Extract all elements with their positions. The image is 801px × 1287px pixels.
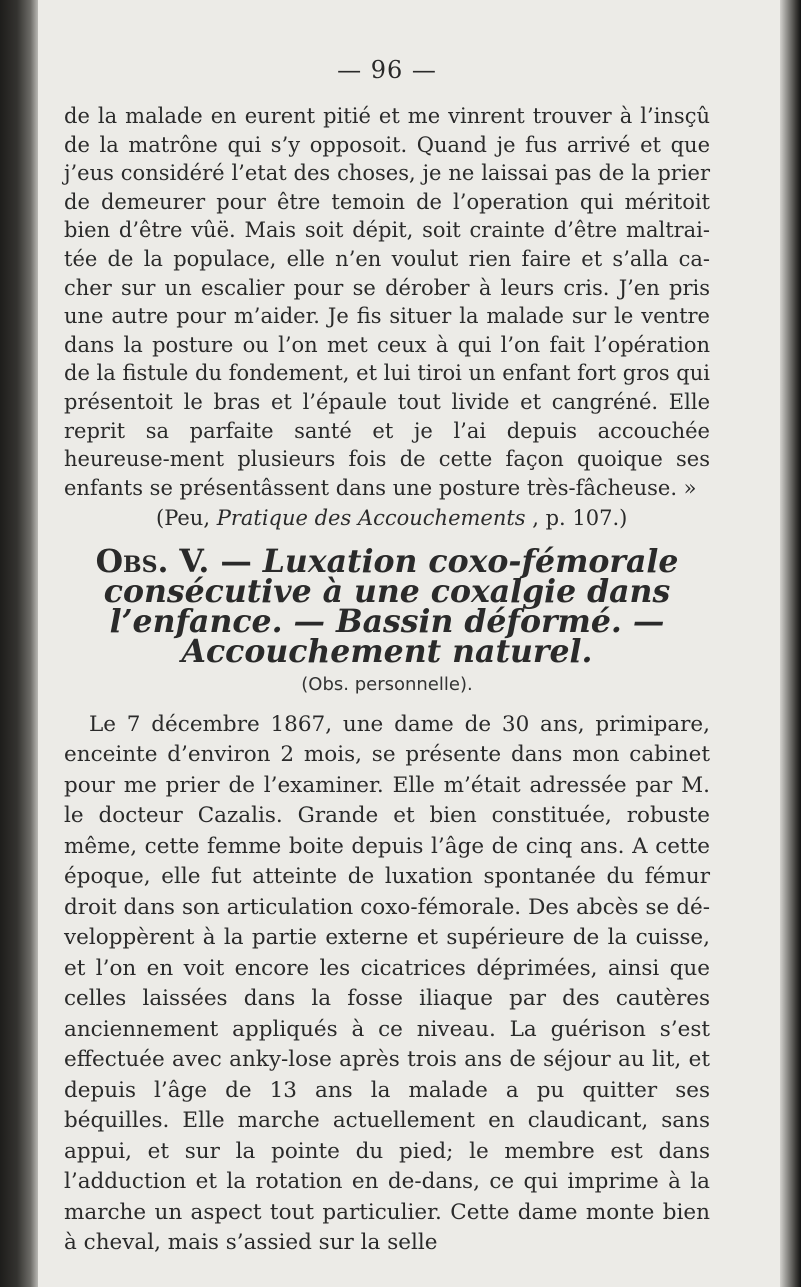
observation-heading: [64, 542, 710, 670]
page-number: — 96 —: [337, 56, 437, 84]
observation-label: Obs. V.: [95, 542, 210, 580]
personal-observation-note: (Obs. personnelle).: [301, 673, 473, 695]
observation-paragraph: Le 7 décembre 1867, une dame de 30 ans, primipare, enceinte d’environ 2 mois, se présente dans mon cabinet pour me prier de l’examiner. Elle m’était adressée par M. le docteur Cazalis. Grande et bien constituée, robuste même, cette femme boite depuis l’âge de cinq ans. A cette époque, elle fut atteinte de luxation spontanée du fémur droit dans son articulation coxo-fémorale. Des abcès se dé-veloppèrent à la partie externe et supérieure de la cuisse, et l’on en voit encore les cicatrices déprimées, ainsi que celles laissées dans la fosse iliaque par des cautères anciennement appliqués à ce niveau. La guérison s’est effectuée avec anky-lose après trois ans de séjour au lit, et depuis l’âge de 13 ans la malade a pu quitter ses béquilles. Elle marche actuellement en claudicant, sans appui, et sur la pointe du pied; le membre est dans l’adduction et la rotation en de-dans, ce qui imprime à la marche un aspect tout particulier. Cette dame monte bien à cheval, mais s’assied sur la selle: [64, 711, 710, 1255]
left-page-shadow: [0, 0, 38, 1287]
page-text: [64, 56, 710, 1259]
citation-title: Pratique des Accouchements: [216, 506, 526, 531]
book-binding-edge: [780, 0, 801, 1287]
observation-title: Luxation coxo-fémorale consécutive à une coxalgie dans l’enfance. — Bassin déformé. — Accouchement naturel.: [103, 542, 679, 670]
source-citation: [156, 504, 710, 533]
citation-close: , p. 107.): [532, 506, 628, 531]
continued-paragraph: de la malade en eurent pitié et me vinrent trouver à l’insçû de la matrône qui s’y opposoit. Quand je fus arrivé et que j’eus considéré l’etat des choses, je ne laissai pas de la prier de demeurer pour être temoin de l’operation qui méritoit bien d’être vûë. Mais soit dépit, soit crainte d’être maltrai-tée de la populace, elle n’en voulut rien faire et s’alla ca-cher sur un escalier pour se dérober à leurs cris. J’en pris une autre pour m’aider. Je fis situer la malade sur le ventre dans la posture ou l’on met ceux à qui l’on fait l’opération de la fistule du fondement, et lui tiroi un enfant fort gros qui présentoit le bras et l’épaule tout livide et cangréné. Elle reprit sa parfaite santé et je l’ai depuis accouchée heureuse-ment plusieurs fois de cette façon quoique ses enfants se présentâssent dans une posture très-fâcheuse. »: [64, 104, 710, 500]
observation-dash: —: [220, 542, 263, 580]
citation-open: (Peu,: [156, 506, 217, 531]
